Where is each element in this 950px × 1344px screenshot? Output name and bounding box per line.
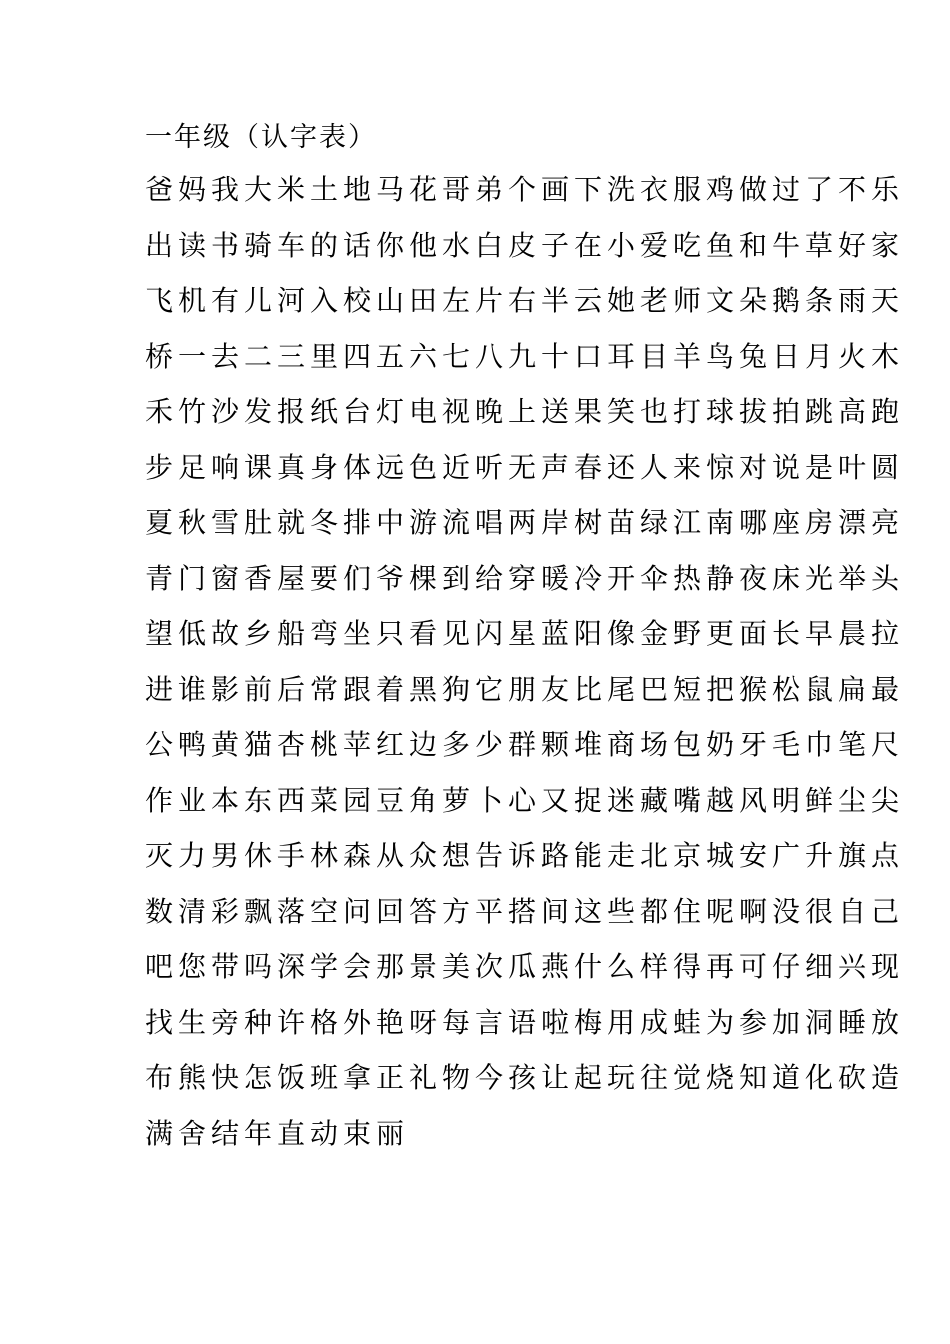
character-line: 爸妈我大米土地马花哥弟个画下洗衣服鸡做过了不乐 — [145, 173, 905, 206]
character-line: 进谁影前后常跟着黑狗它朋友比尾巴短把猴松鼠扁最 — [145, 672, 905, 706]
character-line: 夏秋雪肚就冬排中游流唱两岸树苗绿江南哪座房漂亮 — [145, 506, 905, 539]
character-line: 禾竹沙发报纸台灯电视晚上送果笑也打球拔拍跳高跑 — [145, 395, 905, 428]
character-line: 出读书骑车的话你他水白皮子在小爱吃鱼和牛草好家 — [145, 228, 905, 262]
character-line: 桥一去二三里四五六七八九十口耳目羊鸟兔日月火木 — [145, 339, 905, 373]
character-line: 步足响课真身体远色近听无声春还人来惊对说是叶圆 — [145, 450, 905, 484]
character-line: 作业本东西菜园豆角萝卜心又捉迷藏嘴越风明鲜尘尖 — [145, 783, 905, 817]
character-line: 望低故乡船弯坐只看见闪星蓝阳像金野更面长早晨拉 — [145, 617, 905, 650]
character-line: 数清彩飘落空问回答方平搭间这些都住呢啊没很自己 — [145, 894, 905, 928]
character-line: 公鸭黄猫杏桃苹红边多少群颗堆商场包奶牙毛巾笔尺 — [145, 728, 905, 761]
character-line: 找生旁种许格外艳呀每言语啦梅用成蛙为参加洞睡放 — [145, 1005, 905, 1039]
character-line: 青门窗香屋要们爷棵到给穿暖冷开伞热静夜床光举头 — [145, 561, 905, 595]
page-title: 一年级（认字表） — [145, 122, 377, 153]
character-line: 灭力男休手林森从众想告诉路能走北京城安广升旗点 — [145, 839, 905, 872]
character-list — [145, 162, 905, 1161]
character-line: 飞机有儿河入校山田左片右半云她老师文朵鹅条雨天 — [145, 284, 905, 317]
character-line: 布熊快怎饭班拿正礼物今孩让起玩往觉烧知道化砍造 — [145, 1061, 905, 1094]
character-line: 吧您带吗深学会那景美次瓜燕什么样得再可仔细兴现 — [145, 950, 905, 983]
character-line: 满舍结年直动束丽 — [145, 1116, 410, 1150]
